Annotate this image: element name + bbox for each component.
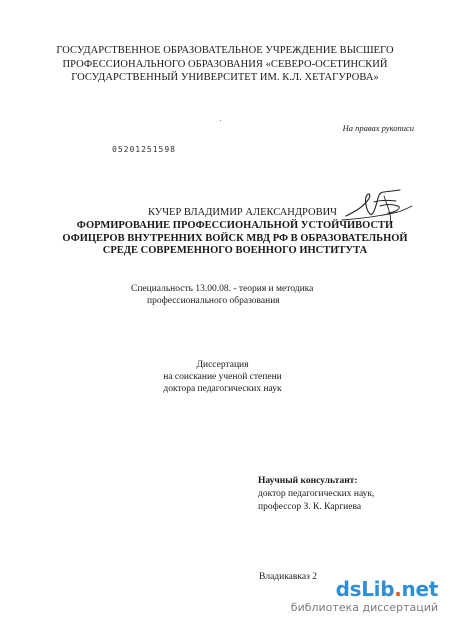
dissertation-title (0, 220, 450, 258)
dslib-logo[interactable] (291, 578, 438, 600)
degree-line-2: на соискание ученой степени (163, 372, 282, 382)
title-line-2: ОФИЦЕРОВ ВНУТРЕННИХ ВОЙСК МВД РФ В ОБРАЗОВАТЕЛЬНОЙ (62, 232, 408, 244)
consultant-line-2: профессор З. К. Каргиева (258, 502, 362, 512)
logo-part-ds: dsLib (335, 577, 395, 601)
logo-part-dot: . (394, 577, 402, 601)
institution-line-2: ПРОФЕССИОНАЛЬНОГО ОБРАЗОВАНИЯ «СЕВЕРО-ОСЕТИНСКИЙ (62, 58, 388, 70)
title-line-3: СРЕДЕ СОВРЕМЕННОГО ВОЕННОГО ИНСТИТУТА (102, 245, 368, 256)
degree-line-3: доктора педагогических наук (163, 384, 282, 394)
dslib-watermark[interactable] (291, 578, 438, 615)
consultant-heading: Научный консультант: (258, 476, 358, 486)
title-line-1: ФОРМИРОВАНИЕ ПРОФЕССИОНАЛЬНОЙ УСТОЙЧИВОСТИ (76, 220, 394, 231)
institution-line-1: ГОСУДАРСТВЕННОЕ ОБРАЗОВАТЕЛЬНОЕ УЧРЕЖДЕНИЕ ВЫСШЕГО (56, 45, 394, 56)
degree-line-1: Диссертация (196, 360, 249, 370)
city-year: Владикавказ 2 (259, 572, 317, 582)
specialty-line-2: профессионального образования (147, 296, 280, 306)
author-name: КУЧЕР ВЛАДИМИР АЛЕКСАНДРОВИЧ (148, 207, 337, 218)
logo-part-net: net (401, 577, 438, 601)
specialty-block (131, 283, 313, 307)
consultant-block (258, 475, 374, 514)
scan-speck (220, 120, 221, 121)
institution-header (0, 44, 450, 85)
rights-note: На правах рукописи (342, 123, 414, 133)
degree-block (0, 359, 445, 395)
watermark-subtitle: библиотека диссертаций (290, 601, 438, 614)
specialty-line-1: Специальность 13.00.08. - теория и методика (131, 284, 314, 294)
consultant-line-1: доктор педагогических наук, (258, 489, 375, 499)
document-number: 05201251598 (112, 145, 176, 154)
institution-line-3: ГОСУДАРСТВЕННЫЙ УНИВЕРСИТЕТ ИМ. К.Л. ХЕТАГУРОВА» (71, 72, 379, 83)
